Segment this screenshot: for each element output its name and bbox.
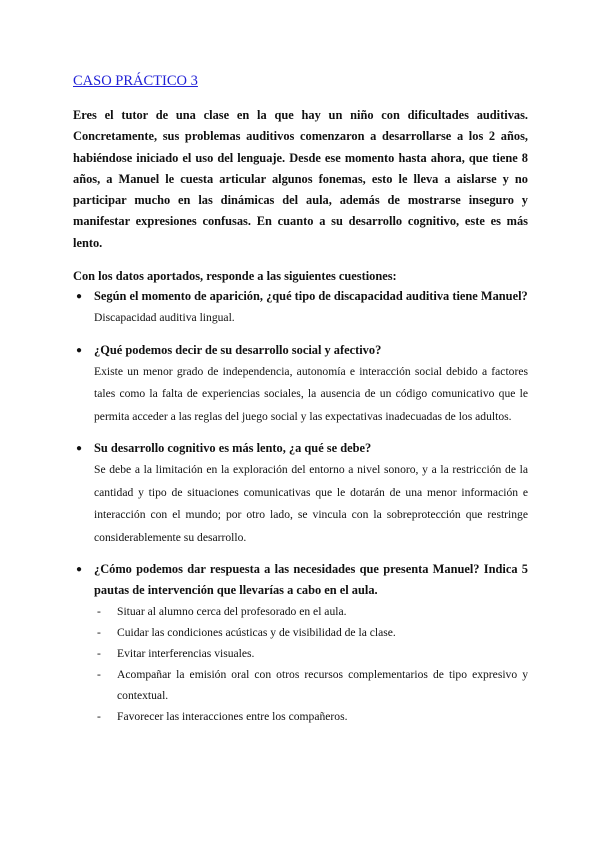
question-4 [73,559,528,727]
question-1-text: Según el momento de aparición, ¿qué tipo de discapacidad auditiva tiene Manuel? [94,289,528,304]
bullet-icon: ● [76,443,83,455]
dash-icon: - [97,668,101,682]
dash-icon: - [97,605,101,619]
case-intro-paragraph: Eres el tutor de una clase en la que hay un niño con dificultades auditivas. Concretamente, sus problemas auditivos comenzaron a desarrollarse a los 2 años, habiéndose iniciado el uso del lenguaje. Desde ese momento hasta ahora, que tiene 8 años, a Manuel le cuesta articular algunos fonemas, esto le lleva a aislarse y no participar mucho en las dinámicas del aula, además de mostrarse inseguro y manifestar expresiones confusas. En cuanto a su desarrollo cognitivo, este es más lento. [73,108,528,250]
question-3 [73,438,528,549]
instructions-lead: Con los datos aportados, responde a las siguientes cuestiones: [73,269,397,284]
list-item: - Acompañar la emisión oral con otros recursos complementarios de tipo expresivo y contextual. [94,664,528,706]
question-4-text: ¿Cómo podemos dar respuesta a las necesidades que presenta Manuel? Indica 5 pautas de intervención que llevarías a cabo en el aula. [94,562,528,598]
bullet-icon: ● [76,291,83,303]
list-item: - Situar al alumno cerca del profesorado en el aula. [94,601,528,622]
question-2-answer: Existe un menor grado de independencia, autonomía e interacción social debido a factores tales como la falta de experiencias sociales, la ausencia de un código comunicativo que le permita acceder a las reglas del juego social y las expectativas inadecuadas de los adultos. [94,364,528,423]
question-1 [73,286,528,330]
list-item: - Cuidar las condiciones acústicas y de visibilidad de la clase. [94,622,528,643]
question-1-answer: Discapacidad auditiva lingual. [94,311,235,325]
question-3-answer: Se debe a la limitación en la exploración del entorno a nivel sonoro, y a la restricción de la cantidad y tipo de situaciones comunicativas que le dotarán de una menor información e interacción con el mundo; por otro lado, se vincula con la sobreprotección que restringe considerablemente su desarrollo. [94,463,528,544]
question-2 [73,340,528,429]
dash-icon: - [97,626,101,640]
bullet-icon: ● [76,564,83,576]
dash-icon: - [97,710,101,724]
intervention-list [94,601,528,727]
bullet-icon: ● [76,344,83,356]
question-2-text: ¿Qué podemos decir de su desarrollo social y afectivo? [94,342,382,357]
list-item: - Favorecer las interacciones entre los compañeros. [94,706,528,727]
dash-icon: - [97,647,101,661]
list-item: - Evitar interferencias visuales. [94,643,528,664]
page-title: CASO PRÁCTICO 3 [73,73,198,89]
question-3-text: Su desarrollo cognitivo es más lento, ¿a qué se debe? [94,441,372,456]
